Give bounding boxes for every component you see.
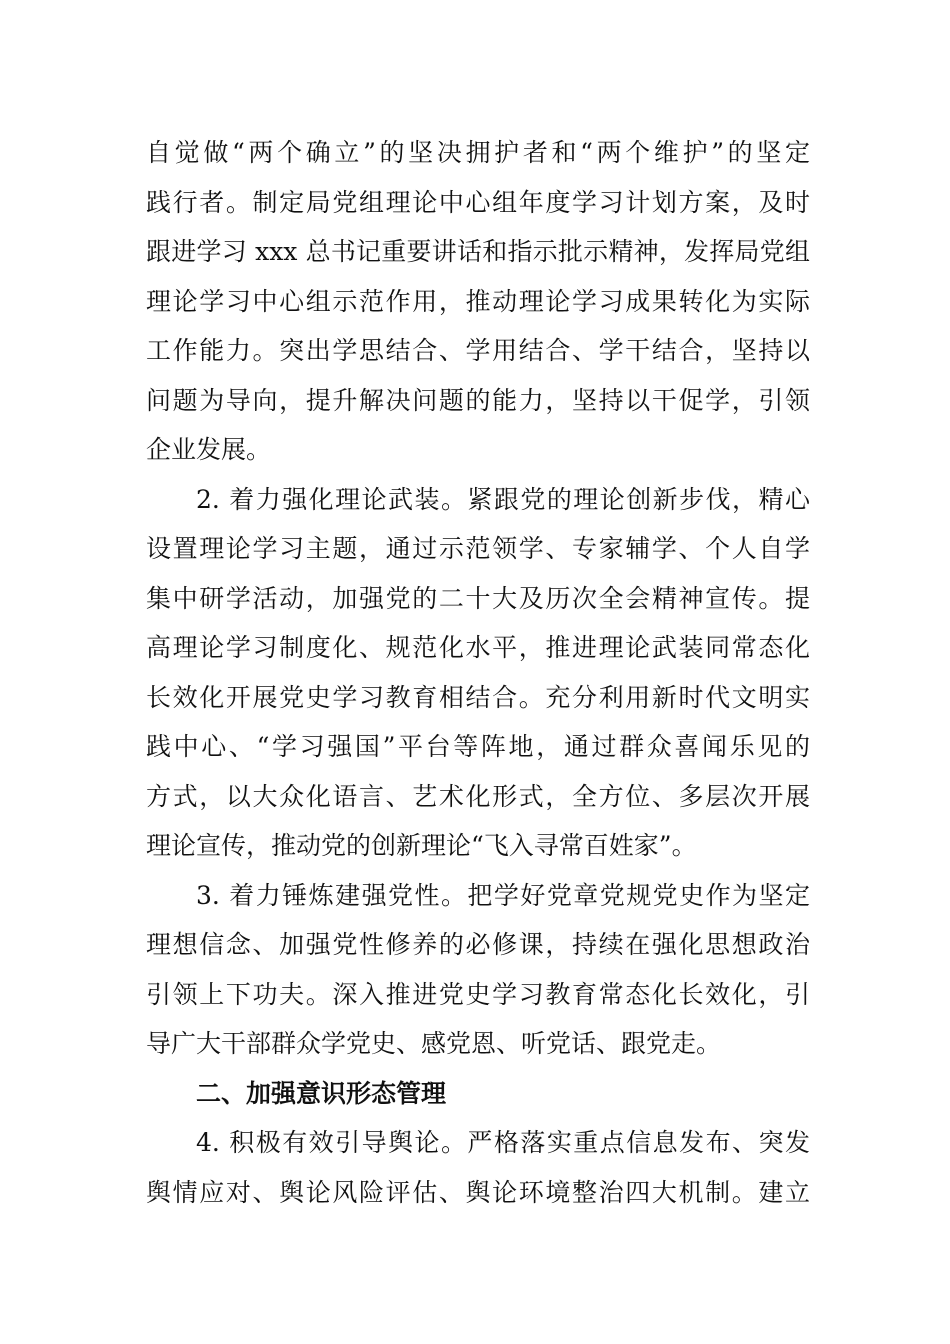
text-line: 集中研学活动，加强党的二十大及历次全会精神宣传。提 (146, 583, 810, 613)
text-line: 设置理论学习主题，通过示范领学、专家辅学、个人自学 (146, 534, 810, 563)
text-line: 理论学习中心组示范作用，推动理论学习成果转化为实际 (146, 286, 810, 316)
document-body (146, 128, 810, 1217)
text-line: 跟进学习 xxx 总书记重要讲话和指示批示精神，发挥局党组 (146, 237, 810, 266)
paragraph-4 (146, 1118, 810, 1217)
text-line: 4. 积极有效引导舆论。严格落实重点信息发布、突发 (196, 1128, 810, 1157)
text-line: 理论宣传，推动党的创新理论“飞入寻常百姓家”。 (146, 831, 697, 860)
text-line: 问题为导向，提升解决问题的能力，坚持以干促学，引领 (146, 385, 810, 415)
text-line: 舆情应对、舆论风险评估、舆论环境整治四大机制。建立 (146, 1177, 810, 1207)
text-line: 3. 着力锤炼建强党性。把学好党章党规党史作为坚定 (196, 880, 810, 910)
text-line: 引领上下功夫。深入推进党史学习教育常态化长效化，引 (146, 979, 810, 1009)
text-line: 践中心、“学习强国”平台等阵地，通过群众喜闻乐见的 (146, 732, 810, 761)
text-line: 2. 着力强化理论武装。紧跟党的理论创新步伐，精心 (196, 484, 810, 514)
paragraph-3 (146, 871, 810, 1069)
text-line: 长效化开展党史学习教育相结合。充分利用新时代文明实 (146, 682, 810, 712)
text-line: 高理论学习制度化、规范化水平，推进理论武装同常态化 (146, 633, 810, 662)
paragraph-2 (146, 475, 810, 871)
text-line: 方式，以大众化语言、艺术化形式，全方位、多层次开展 (146, 781, 810, 811)
text-line: 自觉做“两个确立”的坚决拥护者和“两个维护”的坚定 (146, 138, 810, 167)
section-heading (146, 1069, 810, 1119)
text-line: 导广大干部群众学党史、感党恩、听党话、跟党走。 (146, 1029, 722, 1058)
text-line: 工作能力。突出学思结合、学用结合、学干结合，坚持以 (146, 336, 810, 365)
text-line: 理想信念、加强党性修养的必修课，持续在强化思想政治 (146, 930, 810, 959)
text-line: 企业发展。 (146, 435, 272, 464)
text-line: 践行者。制定局党组理论中心组年度学习计划方案，及时 (146, 187, 810, 217)
paragraph-1 (146, 128, 810, 475)
section-heading-text: 二、加强意识形态管理 (196, 1078, 447, 1108)
